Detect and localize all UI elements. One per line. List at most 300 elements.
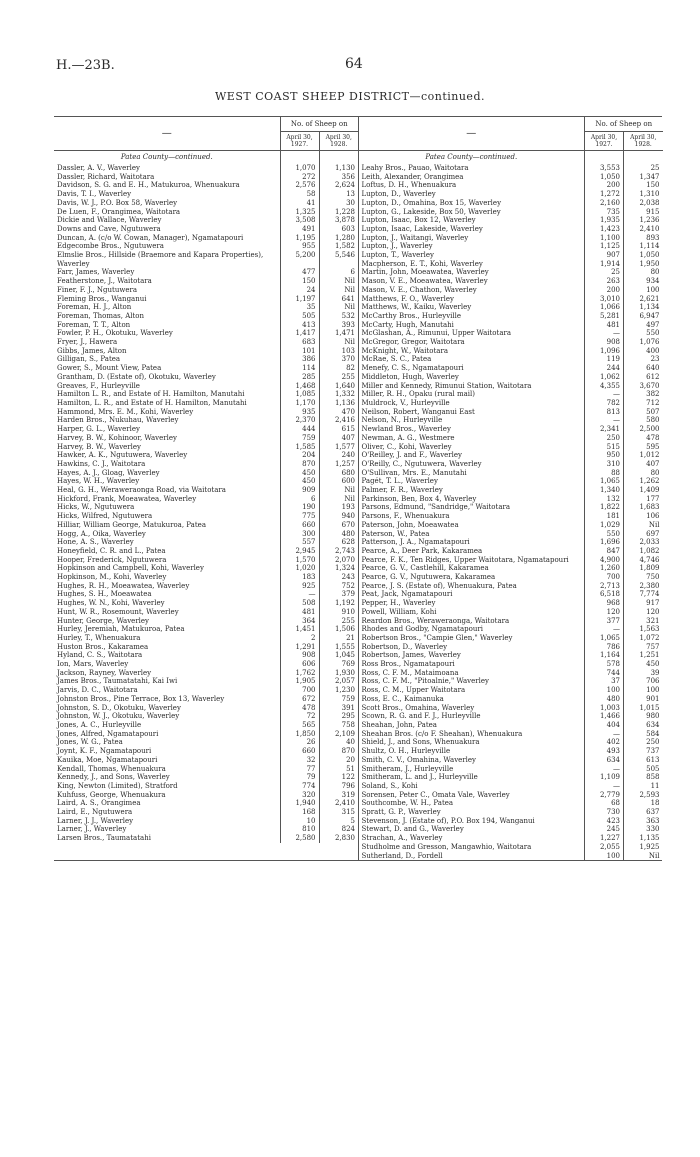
- sheep-1927: 300: [280, 530, 319, 539]
- sheep-1928: 980: [624, 712, 663, 721]
- table-row: [54, 512, 358, 521]
- holder-name: Pearce, A., Deer Park, Kakaramea: [361, 546, 483, 555]
- sheep-1927: 1,003: [585, 704, 624, 713]
- sheep-1927: 2,576: [280, 181, 319, 190]
- sheep-1928: 1,310: [624, 190, 663, 199]
- sheep-1928: 243: [319, 573, 358, 582]
- sheep-1928: 915: [624, 208, 663, 217]
- holder-name: Sorensen, Peter C., Omata Vale, Waverley: [361, 790, 510, 799]
- section-label: Patea County—continued.: [54, 151, 280, 165]
- holder-name: Hamilton L. R., and Estate of H. Hamilton, Manutahi: [57, 390, 245, 399]
- table-row: [359, 634, 663, 643]
- table-row: [54, 434, 358, 443]
- sheep-1928: 25: [624, 164, 663, 173]
- holder-name: Oliver, C., Kohi, Waverley: [361, 442, 452, 451]
- sheep-1928: 5,546: [319, 251, 358, 268]
- sheep-1927: 1,050: [585, 173, 624, 182]
- holder-name: Patterson, J. A., Ngamatapouri: [361, 538, 470, 547]
- sheep-1928: Nil: [319, 338, 358, 347]
- table-row: [54, 817, 358, 826]
- sheep-1928: 757: [624, 643, 663, 652]
- sheep-1928: 706: [624, 677, 663, 686]
- holder-name: Powell, William, Kohi: [361, 607, 437, 616]
- sheep-1927: 1,227: [585, 834, 624, 843]
- sheep-1928: 2,038: [624, 199, 663, 208]
- table-row: [54, 564, 358, 573]
- sheep-1928: 51: [319, 765, 358, 774]
- sheep-1928: 18: [624, 799, 663, 808]
- table-row: [54, 312, 358, 321]
- sheep-1927: 1,325: [280, 208, 319, 217]
- table-row: [359, 355, 663, 364]
- sheep-1927: 870: [280, 460, 319, 469]
- section-label: Patea County—continued.: [359, 151, 585, 165]
- table-row: [359, 190, 663, 199]
- sheep-1927: 200: [585, 181, 624, 190]
- holder-name: Hughes, W. N., Kohi, Waverley: [57, 599, 165, 608]
- sheep-1927: 478: [280, 704, 319, 713]
- table-row: [54, 225, 358, 234]
- sheep-1927: 700: [280, 686, 319, 695]
- sheep-1928: 1,082: [624, 547, 663, 556]
- holder-name: Foreman, T. T., Alton: [57, 320, 131, 329]
- table-row: [359, 573, 663, 582]
- holder-name: Hopkinson and Campbell, Kohi, Waverley: [57, 564, 204, 573]
- sheep-1928: 640: [624, 364, 663, 373]
- table-row: [54, 834, 358, 843]
- table-row: [359, 782, 663, 791]
- sheep-1927: 3,553: [585, 164, 624, 173]
- holder-name: Smitheram, J., Hurleyville: [361, 764, 454, 773]
- sheep-1928: 1,050: [624, 251, 663, 260]
- sheep-1928: 613: [624, 756, 663, 765]
- holder-name: Jackson, Rayney, Waverley: [57, 668, 152, 677]
- sheep-1928: 315: [319, 808, 358, 817]
- sheep-1928: 6: [319, 268, 358, 277]
- sheep-1928: Nil: [319, 495, 358, 504]
- holder-name: Hurley, Jeremiah, Matukuroa, Patea: [57, 625, 185, 634]
- sheep-1927: 1,065: [585, 634, 624, 643]
- holder-name: Pepper, H., Waverley: [361, 599, 436, 608]
- sheep-1928: 82: [319, 364, 358, 373]
- holder-name: Davis, T. I., Waverley: [57, 190, 132, 199]
- sheep-1928: 1,134: [624, 303, 663, 312]
- sheep-1927: 925: [280, 582, 319, 591]
- sheep-1927: 493: [585, 747, 624, 756]
- sheep-1927: 6,518: [585, 590, 624, 599]
- sheep-1928: 697: [624, 530, 663, 539]
- sheep-1927: 907: [585, 251, 624, 260]
- holder-name: Hurley, T., Whenuakura: [57, 633, 141, 642]
- holder-name: Downs and Cave, Ngutuwera: [57, 224, 161, 233]
- holder-name: Parkinson, Ben, Box 4, Waverley: [361, 494, 477, 503]
- holder-name: Sheahan Bros. (c/o F. Sheahan), Whenuakura: [361, 729, 523, 738]
- sheep-1927: —: [585, 782, 624, 791]
- holder-name: Kennedy, J., and Sons, Waverley: [57, 773, 170, 782]
- holder-name: Lupton, T., Waverley: [361, 251, 434, 260]
- table-row: [54, 530, 358, 539]
- holder-name: Pearce, G. V., Castlehill, Kakaramea: [361, 564, 489, 573]
- sheep-1928: 379: [319, 590, 358, 599]
- table-row: [359, 181, 663, 190]
- sheep-1927: 37: [585, 677, 624, 686]
- sheep-1928: 1,577: [319, 443, 358, 452]
- table-row: [359, 834, 663, 843]
- holder-name: Ross Bros., Ngamatapouri: [361, 660, 455, 669]
- sheep-1927: 402: [585, 738, 624, 747]
- sheep-1927: 10: [280, 817, 319, 826]
- sheep-1928: 1,332: [319, 390, 358, 399]
- sheep-1928: 1,280: [319, 234, 358, 243]
- holder-name: De Luen, F., Orangimea, Waitotara: [57, 207, 181, 216]
- table-row: [54, 399, 358, 408]
- sheep-1928: 250: [624, 738, 663, 747]
- table-row: [359, 730, 663, 739]
- holder-name: Matthews, F. O., Waverley: [361, 294, 454, 303]
- table-row: [359, 503, 663, 512]
- holder-name: Harvey, B. W., Kohinoor, Waverley: [57, 433, 177, 442]
- sheep-1927: 1,070: [280, 164, 319, 173]
- holder-name: Hogg, A., Oika, Waverley: [57, 529, 146, 538]
- holder-name: Mason, V. E., Moeawatea, Waverley: [361, 277, 488, 286]
- table-row: [54, 460, 358, 469]
- holder-name: Larsen Bros., Taumatatahi: [57, 834, 151, 843]
- sheep-1927: 245: [585, 825, 624, 834]
- holder-name: Gibbs, James, Alton: [57, 346, 127, 355]
- holder-name: Johnston Bros., Pine Terrace, Box 13, Waverley: [57, 694, 225, 703]
- sheep-1927: 782: [585, 399, 624, 408]
- holder-name: Greaves, F., Hurleyville: [57, 381, 140, 390]
- sheep-1928: 150: [624, 181, 663, 190]
- sheep-1928: 893: [624, 234, 663, 243]
- holder-name: Hunter, George, Waverley: [57, 616, 150, 625]
- table-row: [54, 747, 358, 756]
- holder-name: Spratt, G. P., Waverley: [361, 808, 441, 817]
- table-row: [54, 173, 358, 182]
- sheep-1927: 1,170: [280, 399, 319, 408]
- sheep-1928: 319: [319, 791, 358, 800]
- sheep-1928: 712: [624, 399, 663, 408]
- holder-name: Robertson Bros., "Campie Glen," Waverley: [361, 633, 513, 642]
- table-row: [359, 660, 663, 669]
- sheep-1928: 532: [319, 312, 358, 321]
- table-row: [359, 260, 663, 269]
- sheep-1928: Nil: [624, 521, 663, 530]
- sheep-1927: 813: [585, 408, 624, 417]
- table-row: [359, 173, 663, 182]
- sheep-1927: 578: [585, 660, 624, 669]
- table-row: [54, 408, 358, 417]
- holder-name: Farr, James, Waverley: [57, 268, 135, 277]
- holder-name: Shultz, O. H., Hurleyville: [361, 747, 451, 756]
- sheep-1927: 1,062: [585, 373, 624, 382]
- table-row: [359, 808, 663, 817]
- sheep-1927: 660: [280, 747, 319, 756]
- sheep-1928: 584: [624, 730, 663, 739]
- holder-name: Fryer, J., Hawera: [57, 338, 118, 347]
- table-row: [54, 329, 358, 338]
- sheep-1927: 1,272: [585, 190, 624, 199]
- table-row: [359, 512, 663, 521]
- sheep-1928: 758: [319, 721, 358, 730]
- sheep-1927: 810: [280, 825, 319, 834]
- table-row: [54, 390, 358, 399]
- sheep-1928: 507: [624, 408, 663, 417]
- table-row: [54, 382, 358, 391]
- holder-name: Laird, A. S., Orangimea: [57, 799, 141, 808]
- sheep-1927: 1,125: [585, 242, 624, 251]
- table-row: [359, 321, 663, 330]
- sheep-1928: Nil: [319, 303, 358, 312]
- table-row: [54, 573, 358, 582]
- table-row: [54, 599, 358, 608]
- sheep-1927: 481: [280, 608, 319, 617]
- holder-name: Dassler, Richard, Waitotara: [57, 172, 155, 181]
- sheep-1928: 940: [319, 512, 358, 521]
- sheep-1927: 423: [585, 817, 624, 826]
- table-row: [54, 451, 358, 460]
- table-row: [54, 651, 358, 660]
- table-row: [54, 556, 358, 565]
- sheep-1928: 858: [624, 773, 663, 782]
- table-row: [54, 251, 358, 268]
- sheep-1928: 2,033: [624, 538, 663, 547]
- sheep-1928: 2,070: [319, 556, 358, 565]
- table-row: [359, 582, 663, 591]
- sheep-1927: 35: [280, 303, 319, 312]
- table-row: [359, 164, 663, 173]
- holder-name: Neilson, Robert, Wanganui East: [361, 407, 475, 416]
- table-row: [54, 765, 358, 774]
- sheep-1928: 100: [624, 686, 663, 695]
- sheep-1928: 2,830: [319, 834, 358, 843]
- table-row: [54, 590, 358, 599]
- holder-name: Hayes, A. J., Gloag, Waverley: [57, 468, 160, 477]
- table-row: [54, 704, 358, 713]
- sheep-1928: 600: [319, 477, 358, 486]
- holder-name: Scott Bros., Omahina, Waverley: [361, 703, 475, 712]
- sheep-1928: 13: [319, 190, 358, 199]
- sheep-1928: 2,057: [319, 677, 358, 686]
- table-row: [359, 617, 663, 626]
- holder-name: Foreman, Thomas, Alton: [57, 311, 145, 320]
- table-row: [54, 521, 358, 530]
- sheep-1928: 2,500: [624, 425, 663, 434]
- table-row: [359, 599, 663, 608]
- holder-name: Hopkinson, M., Kohi, Waverley: [57, 573, 167, 582]
- holder-name: McKnight, W., Waitotara: [361, 346, 448, 355]
- sheep-1927: 1,935: [585, 216, 624, 225]
- holder-name: Miller, R. H., Opaku (rural mail): [361, 390, 476, 399]
- table-row: [359, 825, 663, 834]
- table-row: [54, 355, 358, 364]
- left-half: [54, 117, 358, 861]
- holder-name: Hooper, Frederick, Ngutuwera: [57, 555, 167, 564]
- sheep-1928: 2,624: [319, 181, 358, 190]
- table-row: [359, 242, 663, 251]
- sheep-1928: 901: [624, 695, 663, 704]
- table-row: [359, 225, 663, 234]
- table-row: [359, 686, 663, 695]
- sheep-1928: 80: [624, 268, 663, 277]
- sheep-1928: 255: [319, 373, 358, 382]
- table-row: [54, 799, 358, 808]
- sheep-1927: 68: [585, 799, 624, 808]
- table-row: [54, 242, 358, 251]
- sheep-1927: 955: [280, 242, 319, 251]
- table-row: [54, 825, 358, 834]
- sheep-1928: 2,109: [319, 730, 358, 739]
- table-row: [359, 303, 663, 312]
- table-row: [359, 765, 663, 774]
- sheep-1927: 100: [585, 686, 624, 695]
- table-row: [359, 451, 663, 460]
- sheep-1927: —: [585, 390, 624, 399]
- sheep-1928: 6,947: [624, 312, 663, 321]
- holder-name: O'Reilly, C., Ngutuwera, Waverley: [361, 459, 482, 468]
- sheep-1927: 950: [585, 451, 624, 460]
- sheep-1928: 870: [319, 747, 358, 756]
- holder-name: Duncan, A. (c/o W. Cowan, Manager), Ngamatapouri: [57, 233, 244, 242]
- sheep-1927: —: [280, 590, 319, 599]
- holder-name: Grantham, D. (Estate of), Okotuku, Waverley: [57, 372, 216, 381]
- sheep-1928: 769: [319, 660, 358, 669]
- sheep-1928: 752: [319, 582, 358, 591]
- table-row: [359, 590, 663, 599]
- sheep-1927: 310: [585, 460, 624, 469]
- table-row: [54, 791, 358, 800]
- holder-name: Kuhfuss, George, Whenuakura: [57, 790, 166, 799]
- table-row: [54, 712, 358, 721]
- sheep-1927: 5,281: [585, 312, 624, 321]
- holder-name: Lupton, D., Omahina, Box 15, Waverley: [361, 198, 502, 207]
- sheep-1927: 250: [585, 434, 624, 443]
- sheep-1928: 1,114: [624, 242, 663, 251]
- table-row: [54, 538, 358, 547]
- holder-name: Newman, A. G., Westmere: [361, 433, 455, 442]
- sheep-1927: 1,570: [280, 556, 319, 565]
- sheep-1927: —: [585, 329, 624, 338]
- sheep-1927: 935: [280, 408, 319, 417]
- holder-name: Ross, C. M., Upper Waitotara: [361, 686, 466, 695]
- holder-name: Matthews, W., Kaiku, Waverley: [361, 303, 472, 312]
- table-row: [359, 268, 663, 277]
- sheep-1928: 550: [624, 329, 663, 338]
- holder-name: Muldrock, V., Hurleyville: [361, 398, 450, 407]
- table-row: [359, 530, 663, 539]
- sheep-1928: 580: [624, 416, 663, 425]
- table-row: [54, 295, 358, 304]
- sheep-1928: 824: [319, 825, 358, 834]
- sheep-1928: 11: [624, 782, 663, 791]
- sheep-1927: 58: [280, 190, 319, 199]
- holder-name: Jarvis, D. C., Waitotara: [57, 686, 138, 695]
- sheep-1928: 1,228: [319, 208, 358, 217]
- sheep-1928: 1,925: [624, 843, 663, 852]
- sheep-1928: 7,774: [624, 590, 663, 599]
- sheep-1927: 1,423: [585, 225, 624, 234]
- sheep-1928: 1,324: [319, 564, 358, 573]
- sheep-1927: 1,096: [585, 347, 624, 356]
- sheep-1928: 759: [319, 695, 358, 704]
- sheep-1928: 39: [624, 669, 663, 678]
- sheep-1928: 382: [624, 390, 663, 399]
- table-row: [359, 408, 663, 417]
- holder-name: Gower, S., Mount View, Patea: [57, 364, 162, 373]
- sheep-1928: 1,135: [624, 834, 663, 843]
- sheep-1928: 4,746: [624, 556, 663, 565]
- holder-name: Smitheram, L. and J., Hurleyville: [361, 773, 478, 782]
- holder-name: Middleton, Hugh, Waverley: [361, 372, 459, 381]
- holder-name: Foreman, H. J., Alton: [57, 303, 132, 312]
- holder-name: Hyland, C. S., Waitotara: [57, 651, 143, 660]
- table-row: [54, 443, 358, 452]
- holder-name: McRae, S. C., Patea: [361, 355, 432, 364]
- sheep-1928: 5: [319, 817, 358, 826]
- holder-name: Kendall, Thomas, Whenuakura: [57, 764, 166, 773]
- sheep-1927: 24: [280, 286, 319, 295]
- sheep-1928: 400: [624, 347, 663, 356]
- holder-name: Hawkins, C. J., Waitotara: [57, 459, 146, 468]
- sheep-1928: 40: [319, 738, 358, 747]
- holder-name: Hickford, Frank, Moeawatea, Waverley: [57, 494, 197, 503]
- sheep-1928: 497: [624, 321, 663, 330]
- table-row: [54, 495, 358, 504]
- sheep-1927: 181: [585, 512, 624, 521]
- table-row: [359, 434, 663, 443]
- table-row: [359, 547, 663, 556]
- sheep-1927: 1,905: [280, 677, 319, 686]
- table-row: [359, 564, 663, 573]
- sheep-1928: 356: [319, 173, 358, 182]
- column-header-name: —: [54, 117, 280, 151]
- table-row: [54, 808, 358, 817]
- holder-name: Lupton, J., Waverley: [361, 242, 433, 251]
- holder-name: Dickie and Wallace, Waverley: [57, 216, 162, 225]
- sheep-1927: 847: [585, 547, 624, 556]
- sheep-1927: —: [585, 625, 624, 634]
- holder-name: Hicks, W., Ngutuwera: [57, 503, 135, 512]
- sheep-1928: 612: [624, 373, 663, 382]
- sheep-1927: 744: [585, 669, 624, 678]
- table-row: [359, 738, 663, 747]
- table-row: [359, 216, 663, 225]
- holder-name: Smith, C. V., Omahina, Waverley: [361, 755, 476, 764]
- holder-name: Heal, G. H., Weraweraonga Road, via Waitotara: [57, 486, 226, 495]
- column-header-1927: April 30, 1927.: [590, 134, 618, 148]
- holder-name: Edgecombe Bros., Ngutuwera: [57, 242, 164, 251]
- table-row: [54, 608, 358, 617]
- sheep-1928: 1,582: [319, 242, 358, 251]
- sheep-1927: 550: [585, 530, 624, 539]
- sheep-1927: 1,029: [585, 521, 624, 530]
- sheep-1928: 505: [624, 765, 663, 774]
- table-row: [54, 617, 358, 626]
- sheep-1927: 79: [280, 773, 319, 782]
- table-row: [359, 817, 663, 826]
- sheep-1928: 750: [624, 573, 663, 582]
- sheep-1927: 774: [280, 782, 319, 791]
- sheep-1928: 634: [624, 721, 663, 730]
- sheep-1927: 735: [585, 208, 624, 217]
- table-row: [359, 791, 663, 800]
- sheep-1927: 88: [585, 469, 624, 478]
- sheep-1927: 320: [280, 791, 319, 800]
- sheep-1927: 204: [280, 451, 319, 460]
- table-row: [54, 234, 358, 243]
- sheep-1928: 1,471: [319, 329, 358, 338]
- table-row: [359, 521, 663, 530]
